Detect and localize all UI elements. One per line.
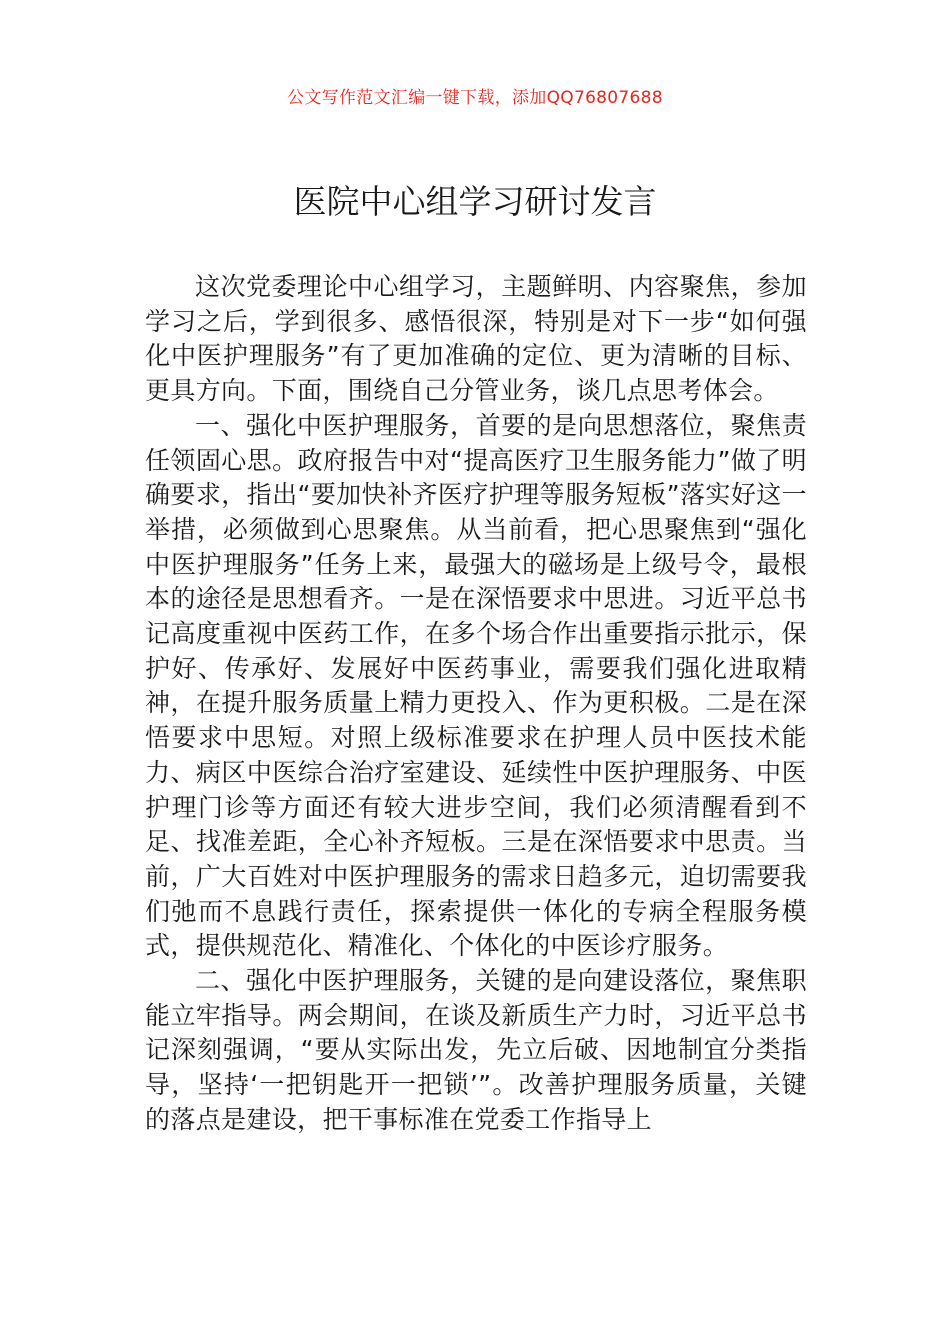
document-title: 医院中心组学习研讨发言	[293, 182, 657, 221]
paragraph-point-one: 一、强化中医护理服务，首要的是向思想落位，聚焦责任领固心思。政府报告中对“提高医疗卫生服务能力”做了明确要求，指出“要加快补齐医疗护理等服务短板”落实好这一举措，必须做到心思聚焦。从当前看，把心思聚焦到“强化中医护理服务”任务上来，最强大的磁场是上级号令，最根本的途径是思想看齐。一是在深悟要求中思进。习近平总书记高度重视中医药工作，在多个场合作出重要指示批示，保护好、传承好、发展好中医药事业，需要我们强化进取精神，在提升服务质量上精力更投入、作为更积极。二是在深悟要求中思短。对照上级标准要求在护理人员中医技术能力、病区中医综合治疗室建设、延续性中医护理服务、中医护理门诊等方面还有较大进步空间，我们必须清醒看到不足、找准差距，全心补齐短板。三是在深悟要求中思责。当前，广大百姓对中医护理服务的需求日趋多元，迫切需要我们弛而不息践行责任，探索提供一体化的专病全程服务模式，提供规范化、精准化、个体化的中医诊疗服务。	[145, 410, 807, 961]
paragraph-intro: 这次党委理论中心组学习，主题鲜明、内容聚焦，参加学习之后，学到很多、感悟很深，特别是对下一步“如何强化中医护理服务”有了更加准确的定位、更为清晰的目标、更具方向。下面，围绕自己分管业务，谈几点思考体会。	[145, 272, 807, 406]
download-promo-note: 公文写作范文汇编一键下载，添加QQ76807688	[287, 88, 663, 108]
paragraph-point-two: 二、强化中医护理服务，关键的是向建设落位，聚焦职能立牢指导。两会期间，在谈及新质生产力时，习近平总书记深刻强调，“要从实际出发，先立后破、因地制宜分类指导，坚持‘一把钥匙开一把锁’”。改善护理服务质量，关键的落点是建设，把干事标准在党委工作指导上	[145, 966, 807, 1134]
document-body	[145, 270, 807, 1138]
